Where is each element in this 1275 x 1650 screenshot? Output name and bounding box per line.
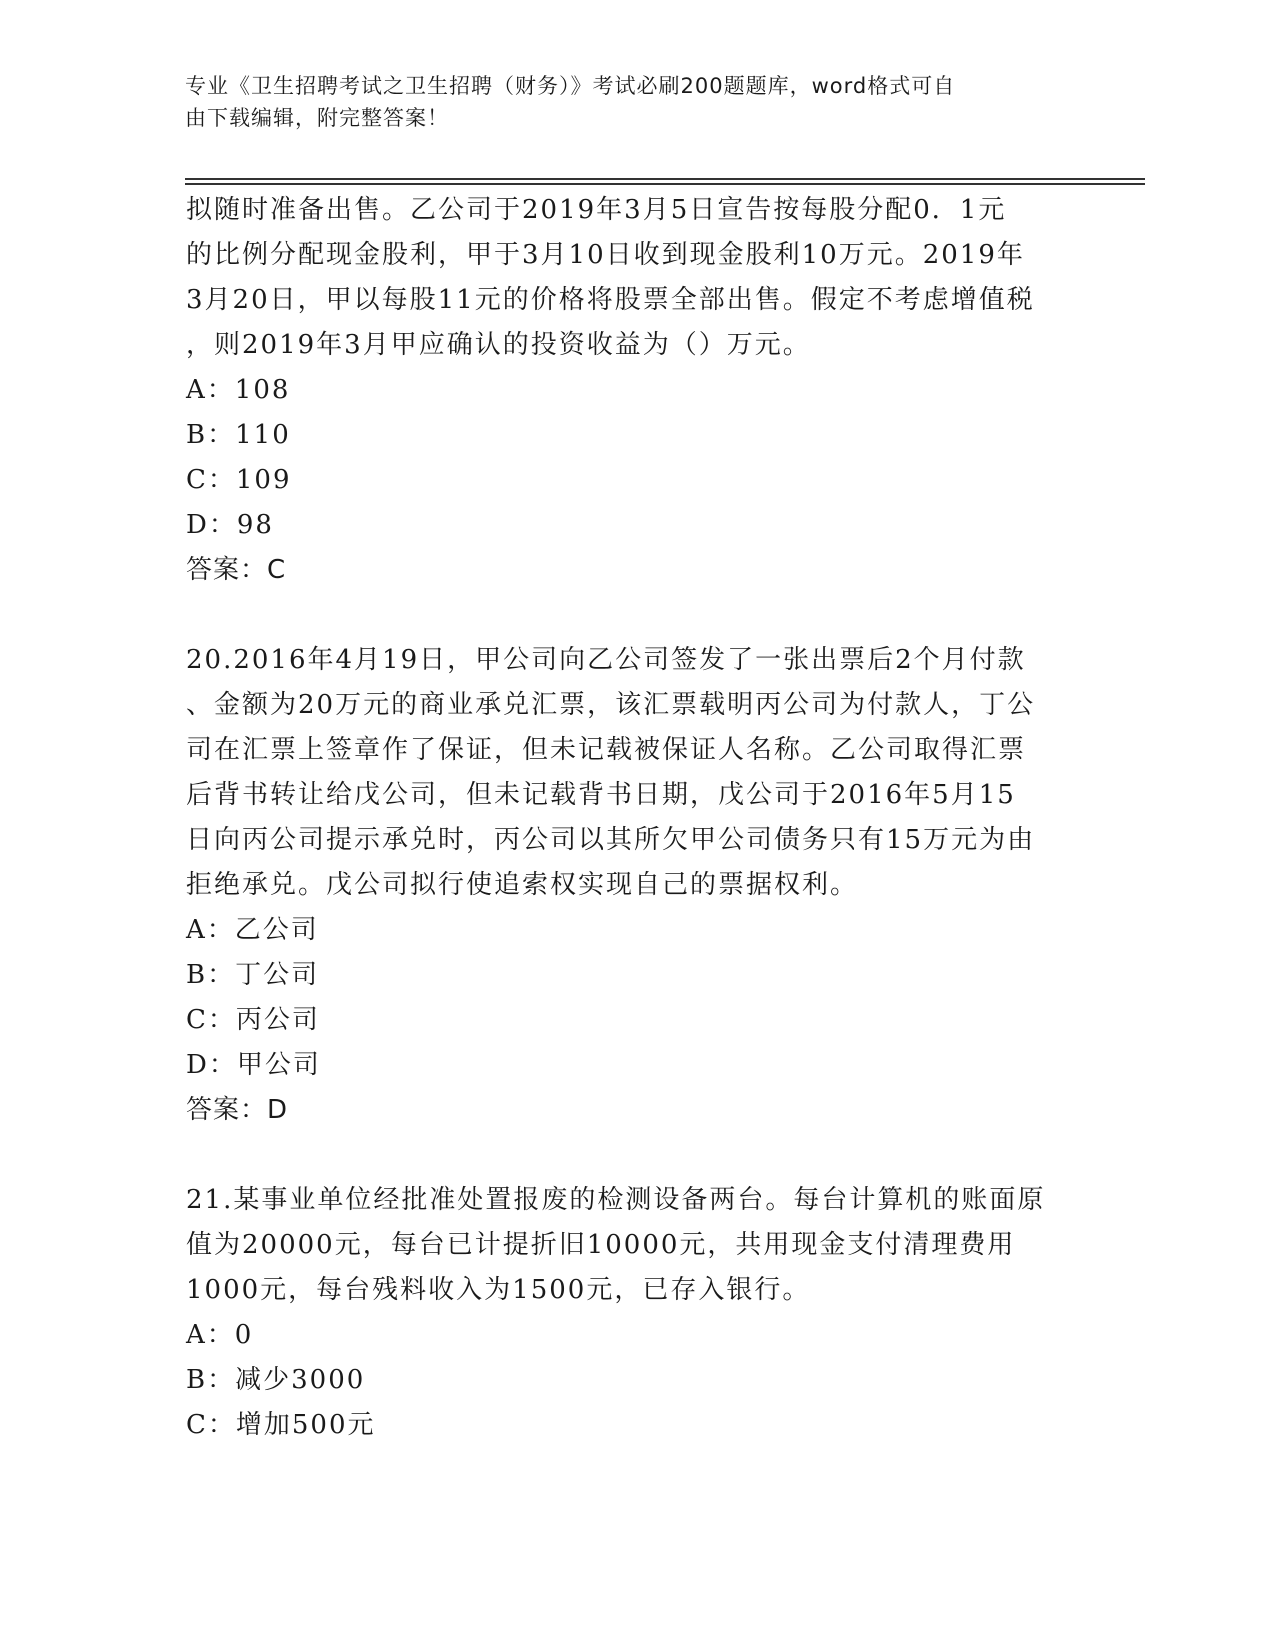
question-line: 、金额为20万元的商业承兑汇票，该汇票载明丙公司为付款人，丁公 <box>186 690 1036 720</box>
option-a: A：0 <box>186 1320 254 1350</box>
option-c: C：丙公司 <box>186 1005 320 1035</box>
spacer <box>186 593 1086 638</box>
header-divider-bottom <box>185 183 1145 185</box>
option-b: B：减少3000 <box>186 1365 366 1395</box>
option-a: A：乙公司 <box>186 915 319 945</box>
answer-line: 答案：D <box>186 1095 289 1125</box>
question-line: 的比例分配现金股利，甲于3月10日收到现金股利10万元。2019年 <box>186 240 1025 270</box>
question-line: 值为20000元，每台已计提折旧10000元，共用现金支付清理费用 <box>186 1230 1016 1260</box>
question-line: 拒绝承兑。戊公司拟行使追索权实现自己的票据权利。 <box>186 870 859 900</box>
question-line: 司在汇票上签章作了保证，但未记载被保证人名称。乙公司取得汇票 <box>186 735 1027 765</box>
option-d: D：甲公司 <box>186 1050 321 1080</box>
answer-line: 答案：C <box>186 555 287 585</box>
spacer <box>186 1133 1086 1178</box>
question-line: 拟随时准备出售。乙公司于2019年3月5日宣告按每股分配0．1元 <box>186 195 1007 225</box>
option-b: B：110 <box>186 420 291 450</box>
question-19 <box>186 188 1086 593</box>
option-c: C：109 <box>186 465 292 495</box>
question-line: ，则2019年3月甲应确认的投资收益为（）万元。 <box>186 330 811 360</box>
question-line: 20.2016年4月19日，甲公司向乙公司签发了一张出票后2个月付款 <box>186 645 1026 675</box>
header-line-1: 专业《卫生招聘考试之卫生招聘（财务）》考试必刷200题题库，word格式可自 <box>185 74 956 98</box>
option-a: A：108 <box>186 375 291 405</box>
question-line: 3月20日，甲以每股11元的价格将股票全部出售。假定不考虑增值税 <box>186 285 1035 315</box>
question-21 <box>186 1178 1086 1448</box>
document-body <box>186 188 1086 1448</box>
question-line: 1000元，每台残料收入为1500元，已存入银行。 <box>186 1275 811 1305</box>
question-line: 日向丙公司提示承兑时，丙公司以其所欠甲公司债务只有15万元为由 <box>186 825 1036 855</box>
header-divider-top <box>185 178 1145 180</box>
option-c: C：增加500元 <box>186 1410 376 1440</box>
option-b: B：丁公司 <box>186 960 320 990</box>
header-line-2: 由下载编辑，附完整答案！ <box>185 106 449 130</box>
option-d: D：98 <box>186 510 274 540</box>
page-header <box>185 70 1065 134</box>
question-line: 21.某事业单位经批准处置报废的检测设备两台。每台计算机的账面原 <box>186 1185 1046 1215</box>
question-20 <box>186 638 1086 1133</box>
question-line: 后背书转让给戊公司，但未记载背书日期，戊公司于2016年5月15 <box>186 780 1016 810</box>
